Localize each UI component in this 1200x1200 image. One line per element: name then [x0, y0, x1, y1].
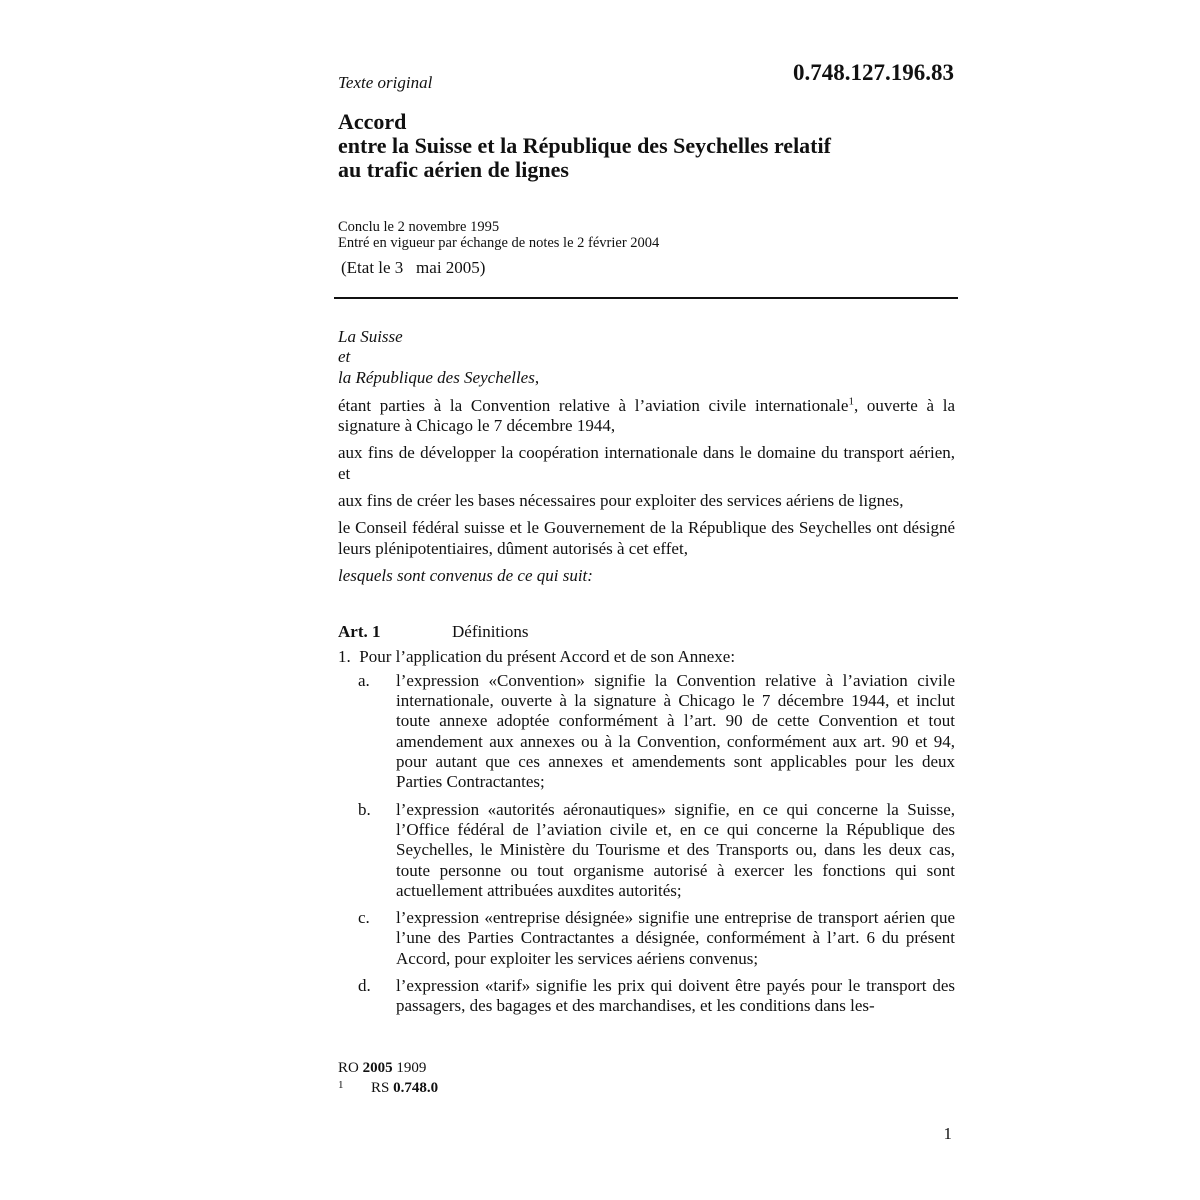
item-letter: d. — [358, 976, 371, 996]
footnote-ref: 0.748.0 — [393, 1080, 439, 1096]
party-seychelles-line — [338, 368, 955, 388]
title-line-2: entre la Suisse et la République des Seychelles relatif — [338, 133, 831, 158]
footnote-prefix: RS — [371, 1080, 394, 1096]
item-letter: b. — [358, 799, 371, 819]
definition-item-c — [338, 908, 955, 969]
party-suisse: La Suisse — [338, 327, 403, 346]
preamble-paragraph-4: le Conseil fédéral suisse et le Gouvernement de la République des Seychelles ont désigné leurs plénipotentiaires, dûment autorisés à cet effet, — [338, 518, 955, 558]
party-conjunction: et — [338, 347, 351, 367]
title-line-3: au trafic aérien de lignes — [338, 157, 569, 182]
item-letter: a. — [358, 670, 370, 690]
document-title — [338, 110, 958, 182]
definition-item-b — [338, 800, 955, 901]
definition-item-a — [338, 671, 955, 793]
ro-prefix: RO — [338, 1060, 363, 1076]
document-body — [338, 327, 955, 1024]
item-text: l’expression «tarif» signifie les prix qui doivent être payés pour le transport des passagers, des bagages et des marchandises, et les conditions dans les- — [396, 976, 955, 1016]
item-text: l’expression «autorités aéronautiques» signifie, en ce qui concerne la Suisse, l’Office fédéral de l’aviation civile et, en ce qui concerne la République des Seychelles, le Ministère du Tourisme et des Transports ou, dans les deux cas, toute personne ou tout organisme autorisé à exercer les fonctions qui sont actuellement attribuées auxdites autorités; — [396, 799, 955, 900]
document-meta — [338, 219, 659, 251]
article-1-heading — [338, 622, 955, 642]
preamble-1-text: étant parties à la Convention relative à l’aviation civile internationale — [338, 395, 849, 415]
preamble-paragraph-1 — [338, 396, 955, 437]
footnote-ref-1[interactable]: 1 — [848, 395, 854, 408]
preamble-paragraph-5: lesquels sont convenus de ce qui suit: — [338, 565, 593, 585]
title-line-1: Accord — [338, 109, 407, 134]
article-1-intro: 1. Pour l’application du présent Accord et de son Annexe: — [338, 646, 736, 666]
article-number: Art. 1 — [338, 622, 381, 642]
footnote-marker: 1 — [338, 1079, 344, 1091]
etat-date: (Etat le 3 mai 2005) — [341, 258, 486, 277]
footnotes — [338, 1058, 438, 1099]
entry-into-force: Entré en vigueur par échange de notes le 2 février 2004 — [338, 235, 660, 251]
conclu-date: Conclu le 2 novembre 1995 — [338, 219, 500, 235]
texte-original-label: Texte original — [338, 73, 433, 92]
preamble-paragraph-2: aux fins de développer la coopération internationale dans le domaine du transport aérien, et — [338, 443, 955, 483]
preamble-1-text-end: , ouverte à la signature à Chicago le 7 décembre 1944, — [338, 395, 955, 436]
definition-item-d — [338, 976, 955, 1017]
page-number: 1 — [943, 1124, 952, 1143]
party-seychelles-comma: , — [534, 367, 540, 387]
sr-number: 0.748.127.196.83 — [793, 60, 954, 85]
item-text: l’expression «entreprise désignée» signifie une entreprise de transport aérien que l’une des Parties Contractantes a désignée, conformément à l’art. 6 du présent Accord, pour exploiter les services aériens convenus; — [396, 908, 955, 968]
header-divider — [334, 297, 958, 299]
ro-page: 1909 — [392, 1060, 427, 1076]
item-text: l’expression «Convention» signifie la Convention relative à l’aviation civile internationale, ouverte à la signature à Chicago le 7 décembre 1944, et inclut toute annexe adoptée conformément à l’art. 90 de cette Convention et tout amendement aux annexes ou à la Convention, conformément aux art. 90 et 94, pour autant que ces annexes et amendements sont applicables pour les deux Parties Contractantes; — [396, 670, 955, 792]
party-seychelles: la République des Seychelles — [338, 367, 535, 387]
parties-block — [338, 327, 955, 388]
item-letter: c. — [358, 908, 370, 928]
preamble-paragraph-3: aux fins de créer les bases nécessaires pour exploiter des services aériens de lignes, — [338, 491, 904, 511]
ro-year: 2005 — [362, 1060, 393, 1076]
article-title: Définitions — [452, 622, 529, 642]
footnote-1 — [338, 1078, 438, 1099]
